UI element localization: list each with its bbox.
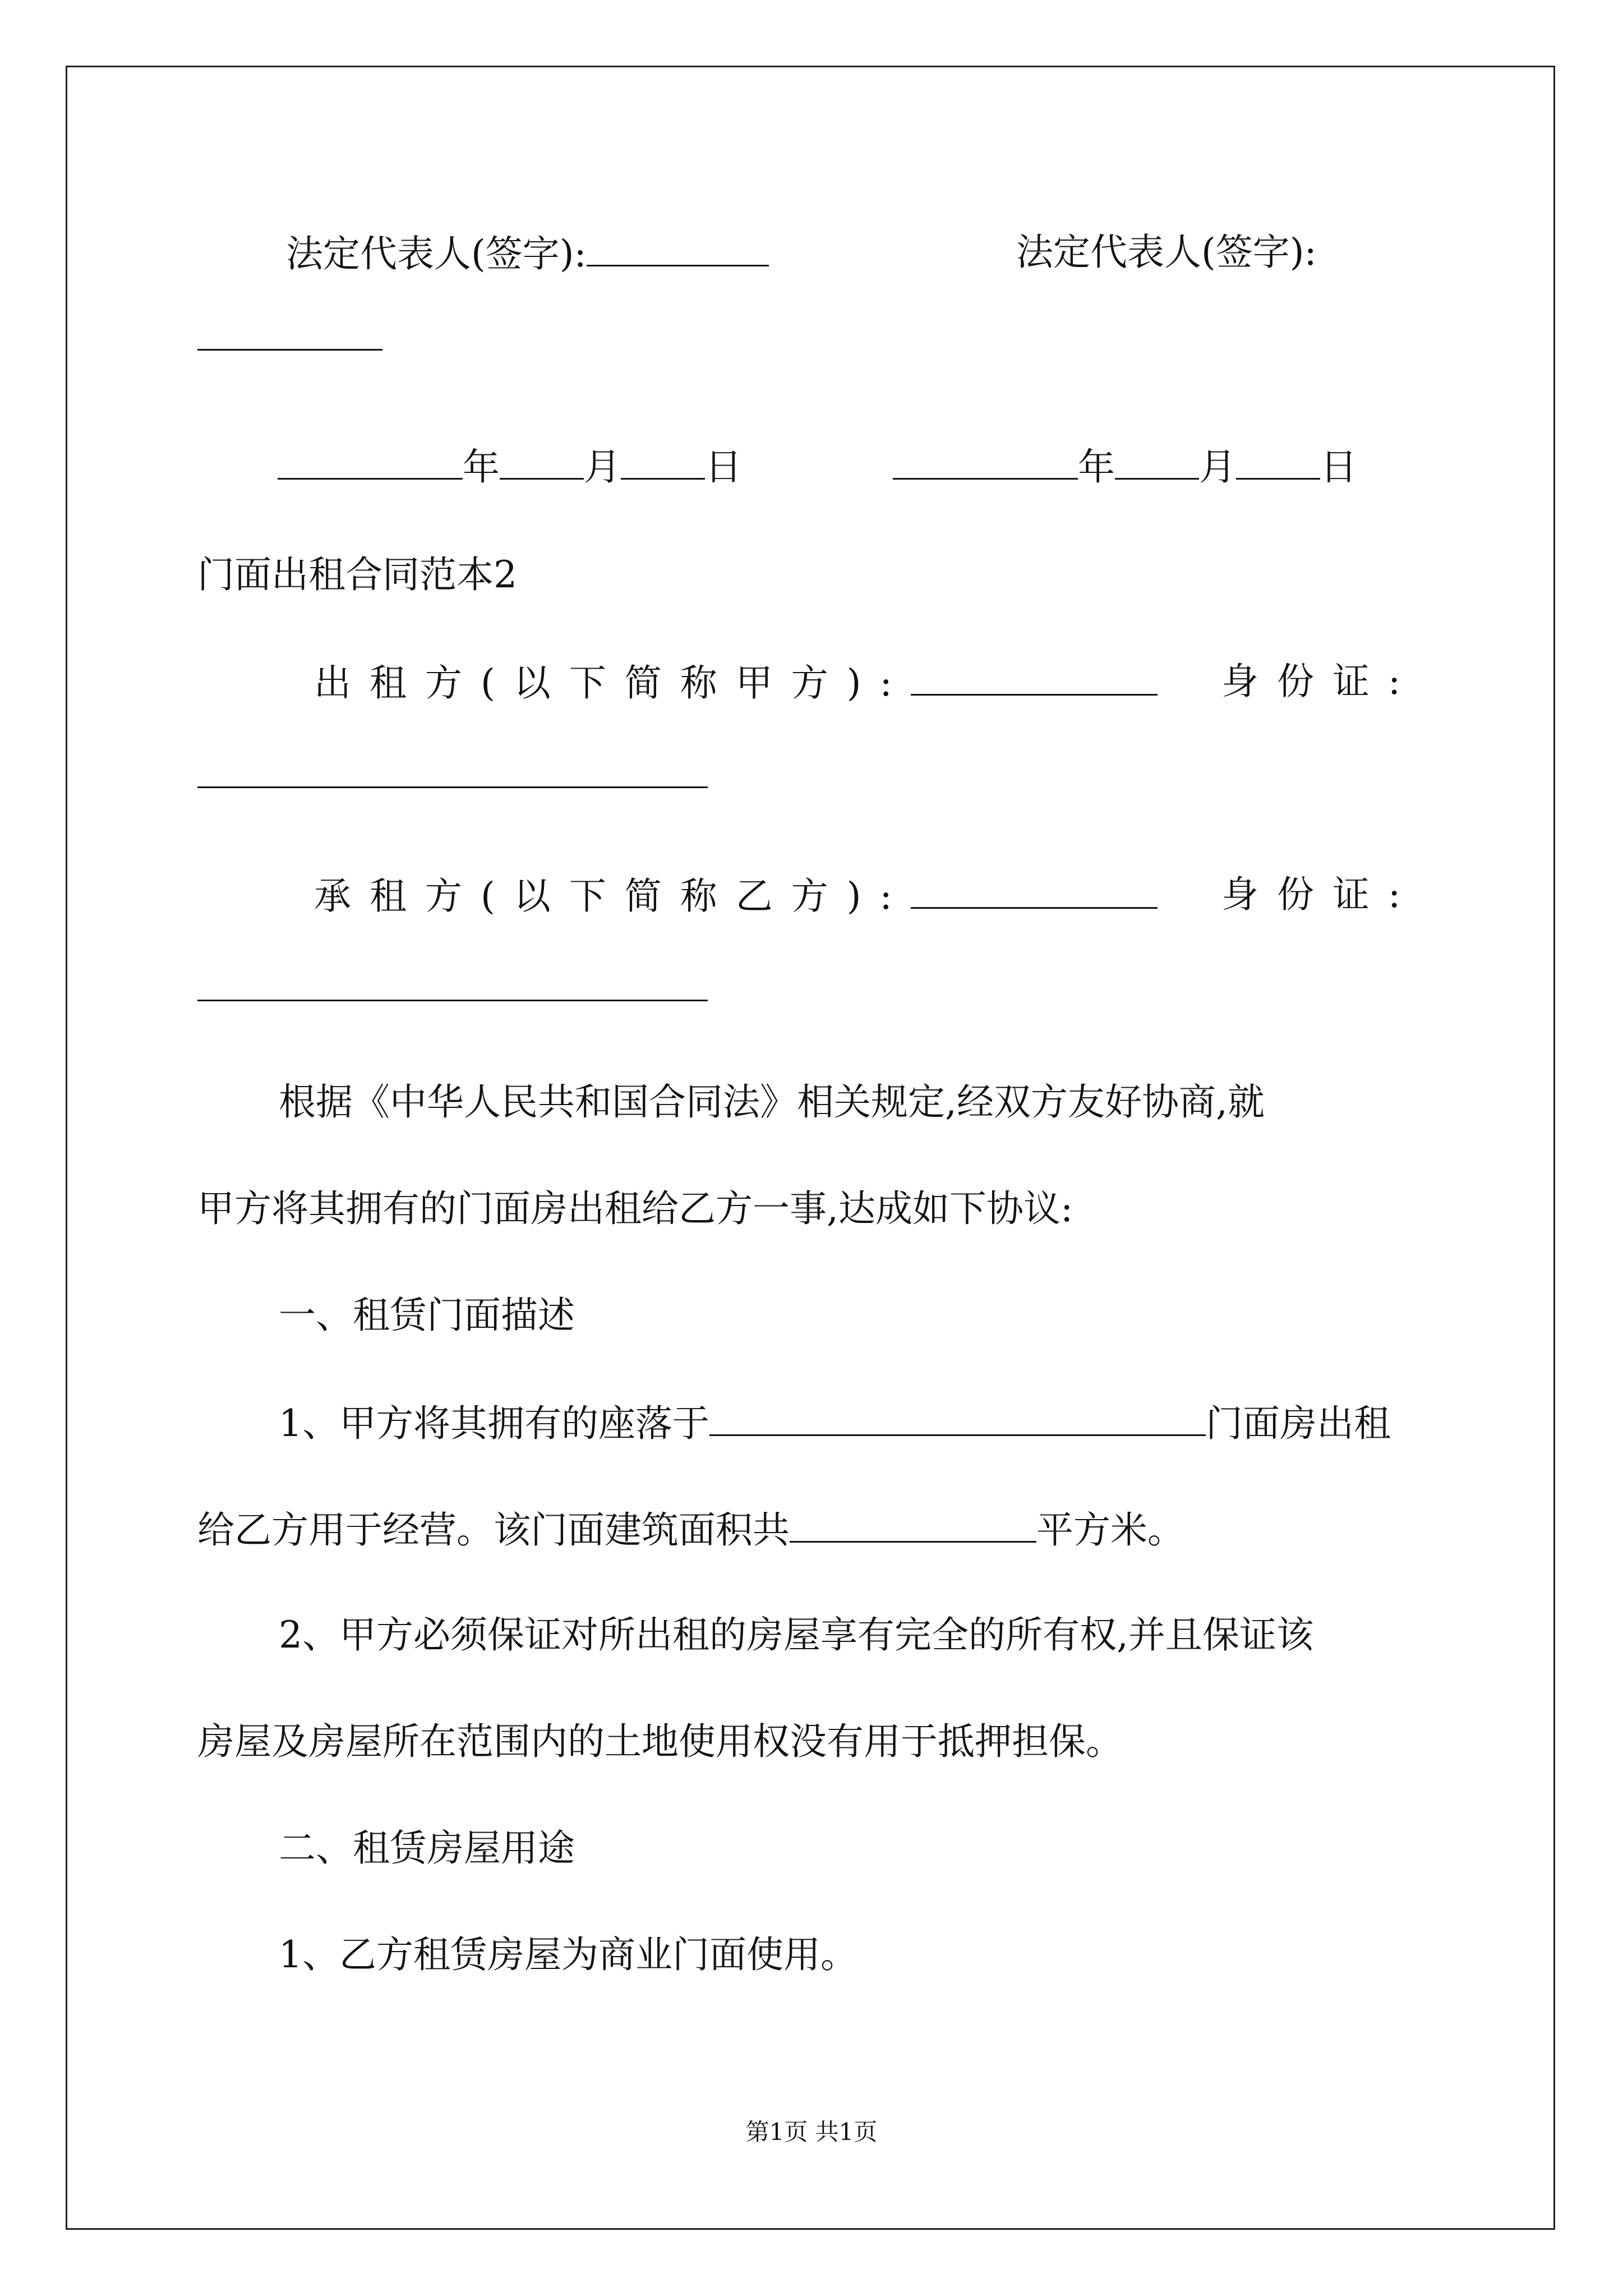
day-label: 日 — [1320, 445, 1357, 489]
date-line-right — [893, 443, 1357, 490]
day-blank — [621, 443, 705, 480]
lessee-id-line — [1221, 872, 1419, 917]
day-label: 日 — [705, 445, 742, 489]
location-blank — [709, 1400, 1206, 1436]
section2-heading: 二、租赁房屋用途 — [279, 1826, 575, 1870]
day-blank — [1236, 443, 1320, 480]
contract-title: 门面出租合同范本2 — [197, 553, 517, 596]
year-label: 年 — [1078, 445, 1115, 489]
signature-blank-right-line — [197, 314, 382, 361]
section1-item1-line2 — [197, 1506, 1184, 1553]
signature-blank-left — [587, 230, 769, 266]
lessee-id-blank-line — [197, 965, 708, 1011]
item1-unit-label: 平方米。 — [1036, 1508, 1184, 1552]
lessee-name-blank — [911, 872, 1158, 909]
section1-heading: 一、租赁门面描述 — [279, 1294, 575, 1337]
legal-rep-signature-label-left: 法定代表人(签字): — [286, 232, 587, 275]
lessor-line — [314, 659, 1158, 706]
lessor-name-blank — [911, 659, 1158, 696]
item1-location-label: 1、甲方将其拥有的座落于 — [279, 1402, 709, 1445]
year-blank — [278, 443, 463, 480]
area-blank — [790, 1506, 1036, 1543]
month-blank — [1115, 443, 1199, 480]
intro-line-2: 甲方将其拥有的门面房出租给乙方一事,达成如下协议: — [197, 1187, 1073, 1230]
year-label: 年 — [463, 445, 500, 489]
lessor-id-line — [1221, 659, 1419, 704]
month-label: 月 — [1199, 445, 1236, 489]
item1-storefront-label: 门面房出租 — [1206, 1402, 1391, 1445]
page-border — [66, 66, 1555, 2230]
intro-line-1: 根据《中华人民共和国合同法》相关规定,经双方友好协商,就 — [279, 1080, 1265, 1124]
month-label: 月 — [584, 445, 621, 489]
lessor-id-blank-line — [197, 752, 708, 798]
legal-rep-signature-label-right: 法定代表人(签字): — [1016, 231, 1317, 274]
section1-item2-line1: 2、甲方必须保证对所出租的房屋享有完全的所有权,并且保证该 — [279, 1613, 1313, 1657]
section2-item1: 1、乙方租赁房屋为商业门面使用。 — [279, 1933, 857, 1976]
lessor-label: 出租方(以下简称甲方): — [314, 661, 911, 705]
year-blank — [893, 443, 1078, 480]
lessee-id-blank — [197, 965, 708, 1001]
signature-blank-right — [197, 314, 382, 351]
lessee-label: 承租方(以下简称乙方): — [314, 875, 911, 918]
lessee-line — [314, 872, 1158, 919]
date-line-left — [278, 443, 742, 490]
lessor-id-blank — [197, 752, 708, 788]
signature-line-right — [1016, 230, 1317, 275]
signature-line-left — [286, 230, 769, 277]
lessor-id-label: 身份证: — [1221, 660, 1419, 703]
lessee-id-label: 身份证: — [1221, 873, 1419, 916]
section1-item2-line2: 房屋及房屋所在范围内的土地使用权没有用于抵押担保。 — [197, 1720, 1123, 1763]
month-blank — [500, 443, 584, 480]
item1-area-label: 给乙方用于经营。该门面建筑面积共 — [197, 1508, 790, 1552]
section1-item1-line1 — [279, 1400, 1391, 1446]
page-footer: 第1页 共1页 — [745, 2118, 878, 2146]
